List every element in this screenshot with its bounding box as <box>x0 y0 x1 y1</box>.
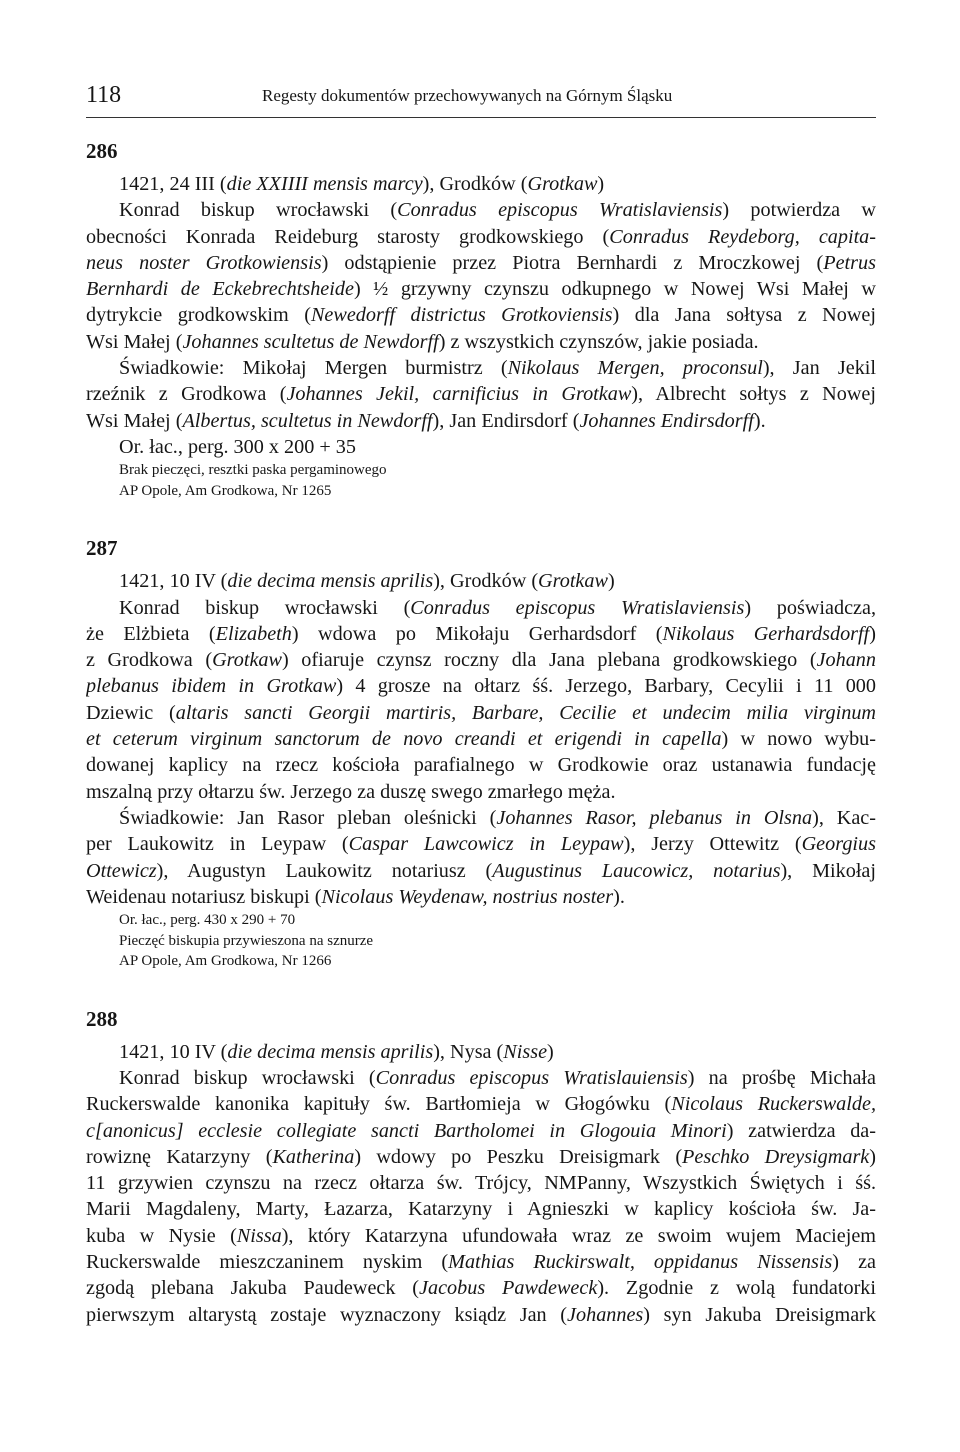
latin-term: Grotkaw <box>212 649 282 672</box>
latin-term: Nicolaus Ruckerswalde, <box>671 1093 876 1116</box>
text-segment: kuba w Nysie ( <box>86 1224 237 1247</box>
text-segment: ). <box>613 885 625 908</box>
text-segment: że Elżbieta ( <box>86 622 216 645</box>
text-line <box>86 329 876 355</box>
latin-term: Nissa <box>236 1224 282 1247</box>
text-segment: ), Augustyn Laukowitz notariusz ( <box>156 859 493 882</box>
text-segment: Ruckerswalde mieszczaninem nyskim ( <box>86 1251 449 1273</box>
entry-number: 286 <box>86 139 118 163</box>
archival-note: AP Opole, Am Grodkowa, Nr 1266 <box>119 953 332 970</box>
entry-number: 288 <box>86 1006 118 1031</box>
latin-term: Georgius <box>801 833 876 856</box>
latin-term: Albertus, scultetus in Newdorff <box>182 409 433 432</box>
text-segment: ) wdowa po Mikołaju Gerhardsdorf ( <box>291 622 663 645</box>
running-title: Regesty dokumentów przechowywanych na Górnym Śląsku <box>262 86 673 105</box>
entry-gap <box>86 972 876 1006</box>
text-segment: Dziewic ( <box>86 701 176 724</box>
text-segment: ), Jerzy Ottewitz ( <box>623 833 802 856</box>
page-content <box>86 138 876 1328</box>
archival-note: Or. łac., perg. 430 x 290 + 70 <box>119 912 296 929</box>
text-segment: Wsi Małej ( <box>86 330 183 353</box>
latin-term: Newedorff districtus Grotkoviensis <box>310 304 613 327</box>
text-segment: 1421, 10 IV ( <box>119 570 228 593</box>
text-segment: dowanej kaplicy na rzecz kościoła parafialnego w Grodkowie oraz ustanawia fundację <box>86 754 876 777</box>
text-segment: ), Albrecht sołtys z Nowej <box>631 383 876 406</box>
text-line <box>86 858 876 884</box>
text-line <box>86 1039 876 1065</box>
text-segment: Marii Magdaleny, Marty, Łazarza, Katarzyny i Agnieszki w kaplicy kościoła św. Ja- <box>86 1198 876 1221</box>
entry-gap <box>86 501 876 535</box>
text-segment: obecności Konrada Reideburg starosty grodkowskiego ( <box>86 225 610 248</box>
text-segment: rzeźnik z Grodkowa ( <box>86 383 287 406</box>
text-line <box>86 726 876 752</box>
latin-term: Katherina <box>272 1145 355 1168</box>
text-line <box>86 1170 876 1196</box>
latin-term: Grotkaw <box>538 570 608 593</box>
latin-term: Nicolaus Weydenaw, nostrius noster <box>321 885 614 908</box>
latin-term: die XXIIII mensis marcy <box>226 173 423 195</box>
text-segment: ), Jan Endirsdorf ( <box>432 409 580 432</box>
text-line <box>86 408 876 434</box>
text-line <box>86 1091 876 1117</box>
latin-term: Conradus Reydeborg, capita- <box>609 225 876 248</box>
text-segment: dytrykcie grodkowskim ( <box>86 304 311 327</box>
text-segment: ) za <box>832 1251 876 1273</box>
latin-term: Conradus episcopus Wratislauiensis <box>375 1066 688 1089</box>
text-line <box>86 197 876 223</box>
entry-number: 287 <box>86 536 118 561</box>
latin-term: die decima mensis aprilis <box>227 1040 434 1063</box>
text-segment: ) ofiaruje czynsz roczny dla Jana plebana grodkowskiego ( <box>282 649 817 672</box>
text-segment: Świadkowie: Jan Rasor pleban oleśnicki ( <box>119 806 497 829</box>
text-segment: ), Grodków ( <box>422 173 528 195</box>
text-segment: ), Grodków ( <box>433 570 539 593</box>
text-line <box>86 1196 876 1222</box>
latin-term: Peschko Dreysigmark <box>682 1145 870 1168</box>
latin-term: c[anonicus] ecclesie collegiate sancti Bartholomei in Glogouia Minori <box>86 1119 727 1142</box>
archival-note: Pieczęć biskupia przywieszona na sznurze <box>119 932 374 949</box>
text-segment: ) na prośbę Michała <box>687 1066 876 1089</box>
text-segment: ). Zgodnie z wolą fundatorki <box>597 1277 876 1300</box>
text-segment: ) z wszystkich czynszów, jakie posiada. <box>438 330 759 353</box>
text-segment: z Grodkowa ( <box>86 649 213 672</box>
latin-term: Elizabeth <box>215 622 292 645</box>
regest-entry <box>86 535 876 971</box>
text-line <box>86 1249 876 1275</box>
text-segment: pierwszym altarystą zostaje wyznaczony ksiądz Jan ( <box>86 1303 568 1326</box>
latin-term: Mathias Ruckirswalt, oppidanus Nissensis <box>448 1251 833 1273</box>
latin-term: et ceterum virginum sanctorum de novo creandi et erigendi in capella <box>86 728 722 751</box>
latin-term: Johannes Endirsdorff <box>579 409 754 432</box>
text-line <box>86 1275 876 1301</box>
text-segment: ) odstąpienie przez Piotra Bernhardi z Mroczkowej ( <box>321 251 824 274</box>
latin-term: Caspar Lawcowicz in Leypaw <box>348 833 624 856</box>
text-segment: Weidenau notariusz biskupi ( <box>86 885 322 908</box>
text-segment: ), Mikołaj <box>780 859 876 882</box>
text-segment: ). <box>753 409 766 432</box>
latin-term: plebanus ibidem in Grotkaw <box>86 675 337 698</box>
latin-term: die decima mensis aprilis <box>227 570 434 593</box>
text-segment: rowiznę Katarzyny ( <box>86 1145 273 1168</box>
text-line <box>86 752 876 778</box>
text-segment: ) poświadcza, <box>744 596 876 619</box>
archival-note: Brak pieczęci, resztki paska pergaminowego <box>119 462 387 479</box>
regest-entry <box>86 138 876 501</box>
latin-term: Jacobus Pawdeweck <box>419 1277 598 1300</box>
text-line <box>86 1118 876 1144</box>
text-segment: Or. łac., perg. 300 x 200 + 35 <box>119 435 356 458</box>
text-segment: Konrad biskup wrocławski ( <box>119 199 398 222</box>
text-line <box>86 302 876 328</box>
latin-term: Johannes Rasor, plebanus in Olsna <box>496 806 813 829</box>
text-line <box>86 647 876 673</box>
text-line <box>86 1223 876 1249</box>
text-segment: ) syn Jakuba Dreisigmark <box>643 1303 876 1326</box>
text-line <box>86 1065 876 1091</box>
text-segment: Konrad biskup wrocławski ( <box>119 596 411 619</box>
latin-term: Ottewicz <box>86 859 157 882</box>
text-segment: Ruckerswalde kanonika kapituły św. Bartłomieja w Głogówku ( <box>86 1093 672 1116</box>
latin-term: neus noster Grotkowiensis <box>86 251 322 274</box>
latin-term: Petrus <box>823 251 876 274</box>
text-line <box>86 568 876 594</box>
latin-term: Nikolaus Mergen, proconsul <box>507 357 763 380</box>
text-segment: ) potwierdza w <box>722 199 876 222</box>
latin-term: Johannes Jekil, carnificius in Grotkaw <box>286 383 632 406</box>
text-segment: Wsi Małej ( <box>86 409 183 432</box>
text-segment: ) <box>597 173 605 195</box>
latin-term: Nikolaus Gerhardsdorff <box>662 622 870 645</box>
latin-term: Conradus episcopus Wratislaviensis <box>410 596 745 619</box>
text-segment: ), Nysa ( <box>433 1040 504 1063</box>
text-segment: ) <box>869 1145 876 1168</box>
text-line <box>86 276 876 302</box>
page-number: 118 <box>86 82 122 108</box>
text-line <box>86 1144 876 1170</box>
text-segment: ) 4 grosze na ołtarz śś. Jerzego, Barbary, Cecylii i 11 000 <box>336 675 876 698</box>
text-segment: ) <box>547 1040 554 1063</box>
archival-note: AP Opole, Am Grodkowa, Nr 1265 <box>119 482 332 499</box>
text-segment: zgodą plebana Jakuba Paudeweck ( <box>86 1277 420 1300</box>
text-line <box>86 700 876 726</box>
text-line <box>86 805 876 831</box>
text-line <box>86 250 876 276</box>
text-line <box>86 621 876 647</box>
text-segment: mszalną przy ołtarzu św. Jerzego za duszę swego zmarłego męża. <box>86 780 616 803</box>
latin-term: Grotkaw <box>527 173 598 195</box>
text-segment: 1421, 10 IV ( <box>119 1040 228 1063</box>
text-segment: ) <box>869 622 876 645</box>
latin-term: Conradus episcopus Wratislaviensis <box>397 199 723 222</box>
text-line <box>86 381 876 407</box>
latin-term: Nisse <box>503 1040 548 1063</box>
text-line <box>86 171 876 197</box>
latin-term: Bernhardi de Eckebrechtsheide <box>86 278 354 301</box>
text-segment: ) ½ grzywny czynszu odkupnego w Nowej Wsi Małej w <box>353 278 876 301</box>
text-segment: Konrad biskup wrocławski ( <box>119 1066 376 1089</box>
text-segment: ) zatwierdza da- <box>726 1119 876 1142</box>
text-segment: ) wdowy po Peszku Dreisigmark ( <box>354 1145 683 1168</box>
latin-term: Johannes scultetus de Newdorff <box>182 330 439 353</box>
text-segment: Świadkowie: Mikołaj Mergen burmistrz ( <box>119 357 508 380</box>
text-segment: ), Kac- <box>812 806 876 829</box>
text-line <box>86 884 876 910</box>
text-line <box>86 779 876 805</box>
text-line <box>86 1302 876 1328</box>
latin-term: Johannes <box>567 1303 644 1326</box>
text-segment: per Laukowitz in Leypaw ( <box>86 833 349 856</box>
page-header <box>86 80 876 110</box>
text-line <box>86 434 876 460</box>
text-line <box>86 831 876 857</box>
latin-term: Johann <box>816 649 876 672</box>
text-segment: 1421, 24 III ( <box>119 173 227 195</box>
header-rule <box>86 117 876 118</box>
text-line <box>86 224 876 250</box>
latin-term: altaris sancti Georgii martiris, Barbare, Cecilie et undecim milia virginum <box>175 701 876 724</box>
text-segment: ), Jan Jekil <box>762 357 876 380</box>
text-segment: ) w nowo wybu- <box>721 728 876 751</box>
text-segment: 11 grzywien czynszu na rzecz ołtarza św. Trójcy, NMPanny, Wszystkich Świętych i śś. <box>86 1172 876 1195</box>
regest-entry <box>86 1006 876 1328</box>
text-line <box>86 355 876 381</box>
latin-term: Augustinus Laucowicz, notarius <box>492 859 781 882</box>
text-line <box>86 595 876 621</box>
text-segment: ), który Katarzyna ufundowała wraz ze swoim wujem Maciejem <box>281 1224 876 1247</box>
text-line <box>86 673 876 699</box>
text-segment: ) dla Jana sołtysa z Nowej <box>612 304 876 327</box>
text-segment: ) <box>607 570 615 593</box>
